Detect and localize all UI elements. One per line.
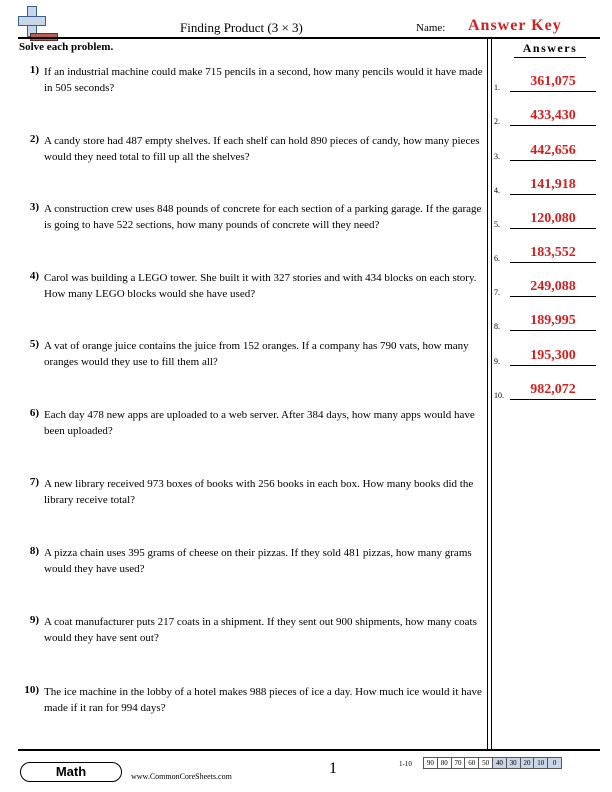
name-label: Name: — [416, 22, 446, 34]
problem-text: A candy store had 487 empty shelves. If each shelf can hold 890 pieces of candy, how many pieces would they need total to fill up all the shelves? — [44, 135, 480, 163]
answer-label: 1. — [494, 83, 500, 92]
page-number: 1 — [329, 760, 337, 777]
site-url: www.CommonCoreSheets.com — [131, 772, 232, 781]
answer-value: 195,300 — [530, 348, 576, 363]
problem-text: A pizza chain uses 395 grams of cheese on their pizzas. If they sold 481 pizzas, how many grams would they have used? — [44, 547, 472, 575]
score-cell: 40 — [492, 757, 507, 769]
answer-line — [510, 194, 596, 195]
score-cell: 70 — [451, 757, 466, 769]
answer-3 — [494, 138, 598, 164]
problem-number: 3) — [29, 201, 39, 213]
problem-text: The ice machine in the lobby of a hotel makes 988 pieces of ice a day. How much ice would it have made if it ran for 994 days? — [44, 686, 482, 714]
answer-value: 249,088 — [530, 279, 576, 294]
answer-5 — [494, 206, 598, 232]
answer-line — [510, 399, 596, 400]
answers-heading: Answers — [514, 41, 586, 58]
answer-value: 433,430 — [530, 108, 576, 123]
subject-badge: Math — [20, 762, 122, 782]
score-cell: 50 — [478, 757, 493, 769]
answer-label: 2. — [494, 117, 500, 126]
answer-4 — [494, 172, 598, 198]
answer-key-label: Answer Key — [468, 17, 562, 34]
answer-value: 982,072 — [530, 382, 576, 397]
score-cell: 60 — [464, 757, 479, 769]
score-table — [424, 757, 562, 769]
score-cell: 0 — [547, 757, 562, 769]
score-cell: 30 — [506, 757, 521, 769]
answer-line — [510, 125, 596, 126]
answer-label: 6. — [494, 254, 500, 263]
answer-value: 183,552 — [530, 245, 576, 260]
problem-number: 9) — [29, 614, 39, 626]
answer-7 — [494, 274, 598, 300]
problem-number: 7) — [29, 476, 39, 488]
answer-line — [510, 228, 596, 229]
answer-line — [510, 296, 596, 297]
answer-value: 442,656 — [530, 143, 576, 158]
answer-value: 361,075 — [530, 74, 576, 89]
problem-number: 5) — [29, 338, 39, 350]
answer-line — [510, 330, 596, 331]
logo-icon — [18, 6, 58, 38]
score-cell: 10 — [533, 757, 548, 769]
answer-1 — [494, 69, 598, 95]
answer-label: 7. — [494, 288, 500, 297]
answer-line — [510, 160, 596, 161]
problem-text: A construction crew uses 848 pounds of concrete for each section of a parking garage. If the garage is going to have 522 sections, how many pounds of concrete will they need? — [44, 203, 482, 231]
answer-value: 141,918 — [530, 177, 576, 192]
problem-text: Carol was building a LEGO tower. She built it with 327 stories and with 434 blocks on each story. How many LEGO blocks would she have used? — [44, 272, 477, 300]
problem-number: 8) — [29, 545, 39, 557]
answer-label: 8. — [494, 322, 500, 331]
problem-text: If an industrial machine could make 715 pencils in a second, how many pencils would it have made in 505 seconds? — [44, 66, 483, 94]
problem-text: A vat of orange juice contains the juice from 152 oranges. If a company has 790 vats, how many oranges would they use to fill them all? — [44, 340, 469, 368]
problem-text: A new library received 973 boxes of books with 256 books in each box. How many books did the library receive total? — [44, 478, 474, 506]
answer-label: 10. — [494, 391, 504, 400]
answer-line — [510, 91, 596, 92]
answer-2 — [494, 103, 598, 129]
answer-line — [510, 262, 596, 263]
problem-text: Each day 478 new apps are uploaded to a web server. After 384 days, how many apps would have been uploaded? — [44, 409, 475, 437]
score-cell: 90 — [423, 757, 438, 769]
score-cell: 20 — [520, 757, 535, 769]
instructions: Solve each problem. — [19, 41, 114, 53]
worksheet-title: Finding Product (3 × 3) — [180, 20, 303, 35]
answer-10 — [494, 377, 598, 403]
problem-number: 1) — [29, 64, 39, 76]
score-cell: 80 — [437, 757, 452, 769]
answer-8 — [494, 308, 598, 334]
score-range-label: 1-10 — [399, 760, 412, 768]
problem-number: 10) — [24, 684, 39, 696]
answer-label: 3. — [494, 152, 500, 161]
answer-9 — [494, 343, 598, 369]
answer-value: 189,995 — [530, 313, 576, 328]
answer-6 — [494, 240, 598, 266]
problem-text: A coat manufacturer puts 217 coats in a shipment. If they sent out 900 shipments, how many coats would they have sent out? — [44, 616, 477, 644]
answer-value: 120,080 — [530, 211, 576, 226]
footer-divider — [18, 749, 600, 751]
answer-label: 5. — [494, 220, 500, 229]
problem-number: 6) — [29, 407, 39, 419]
answer-label: 9. — [494, 357, 500, 366]
answer-line — [510, 365, 596, 366]
problem-number: 2) — [29, 133, 39, 145]
answer-label: 4. — [494, 186, 500, 195]
problem-number: 4) — [29, 270, 39, 282]
